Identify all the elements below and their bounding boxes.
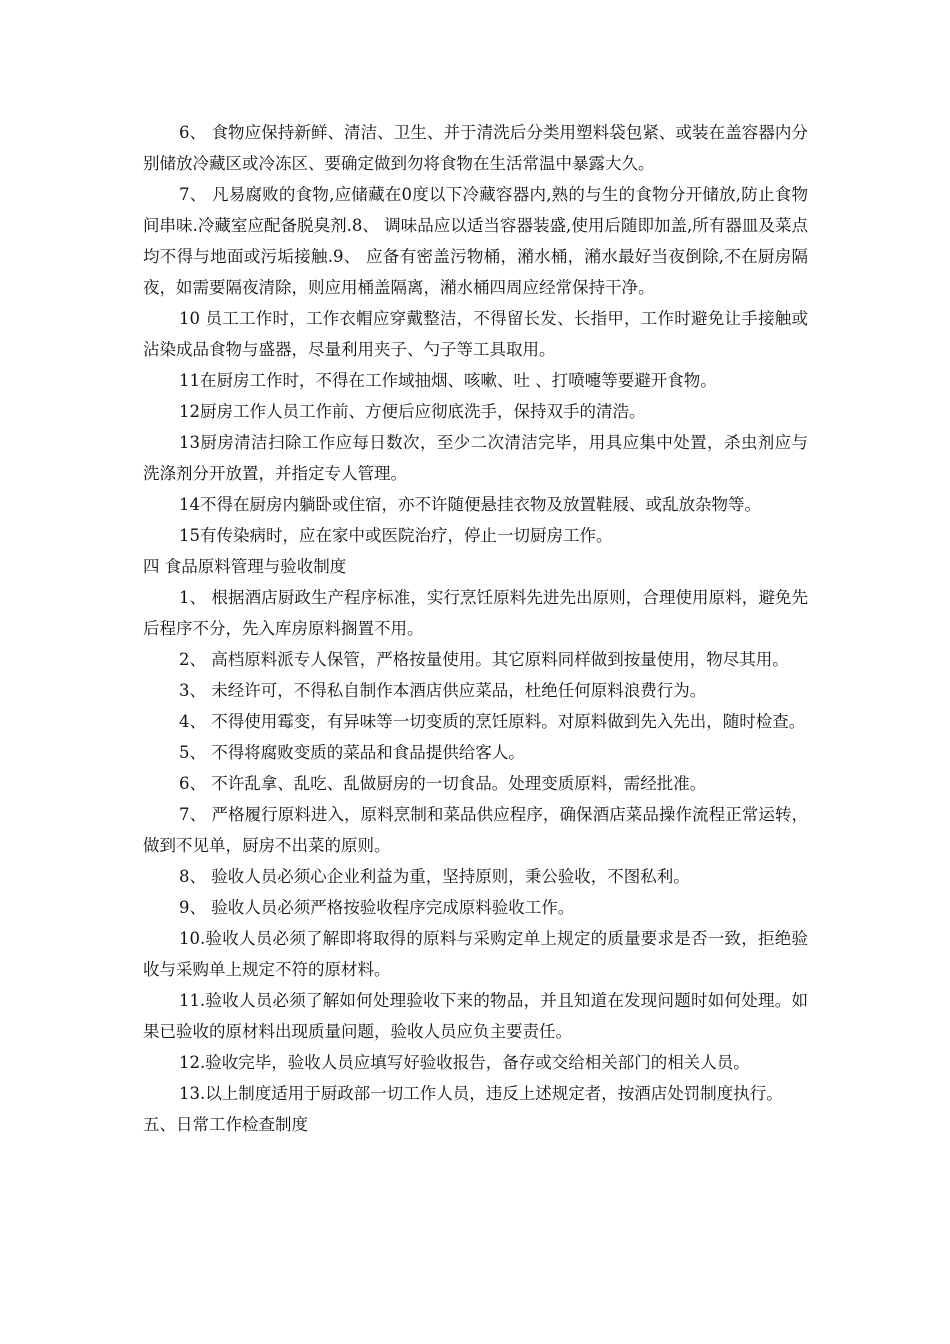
section-heading: 四 食品原料管理与验收制度 <box>143 557 347 576</box>
paragraph: 7、 凡易腐败的食物,应储藏在0度以下冷藏容器内,熟的与生的食物分开储放,防止食物间串味.冷藏室应配备脱臭剂.8、 调味品应以适当容器装盛,使用后随即加盖,所有器皿及菜点均不得与地面或污垢接触.9、 应备有密盖污物桶，潲水桶，潲水最好当夜倒除,不在厨房隔夜，如需要隔夜清除，则应用桶盖隔离，潲水桶四周应经常保持干净。 <box>143 185 808 297</box>
paragraph: 7、 严格履行原料进入，原料烹制和菜品供应程序，确保酒店菜品操作流程正常运转，做到不见单，厨房不出菜的原则。 <box>143 805 808 855</box>
paragraph: 14不得在厨房内躺卧或住宿，亦不许随便悬挂衣物及放置鞋屐、或乱放杂物等。 <box>179 495 761 514</box>
paragraph: 10 员工工作时，工作衣帽应穿戴整洁，不得留长发、长指甲，工作时避免让手接触或沾染成品食物与盛器，尽量利用夹子、勺子等工具取用。 <box>143 309 808 359</box>
paragraph: 13厨房清洁扫除工作应每日数次，至少二次清洁完毕，用具应集中处置，杀虫剂应与洗涤剂分开放置，并指定专人管理。 <box>143 433 808 483</box>
paragraph: 2、 高档原料派专人保管，严格按量使用。其它原料同样做到按量使用，物尽其用。 <box>179 650 789 669</box>
paragraph: 12.验收完毕，验收人员应填写好验收报告，备存或交给相关部门的相关人员。 <box>179 1053 750 1072</box>
paragraph: 6、 不许乱拿、乱吃、乱做厨房的一切食品。处理变质原料，需经批准。 <box>179 774 707 793</box>
paragraph: 9、 验收人员必须严格按验收程序完成原料验收工作。 <box>179 898 575 917</box>
paragraph: 8、 验收人员必须心企业利益为重，坚持原则，秉公验收，不图私利。 <box>179 867 690 886</box>
paragraph: 1、 根据酒店厨政生产程序标准，实行烹饪原料先进先出原则，合理使用原料，避免先后程序不分，先入库房原料搁置不用。 <box>143 588 808 638</box>
paragraph: 6、 食物应保持新鲜、清洁、卫生、并于清洗后分类用塑料袋包紧、或装在盖容器内分别储放冷藏区或冷冻区、要确定做到勿将食物在生活常温中暴露大久。 <box>143 123 808 173</box>
paragraph: 15有传染病时，应在家中或医院治疗，停止一切厨房工作。 <box>179 526 613 545</box>
paragraph: 3、 未经许可，不得私自制作本酒店供应菜品，杜绝任何原料浪费行为。 <box>179 681 707 700</box>
paragraph: 11.验收人员必须了解如何处理验收下来的物品，并且知道在发现问题时如何处理。如果已验收的原材料出现质量问题，验收人员应负主要责任。 <box>143 991 808 1041</box>
section-heading: 五、日常工作检查制度 <box>143 1115 308 1134</box>
paragraph: 10.验收人员必须了解即将取得的原料与采购定单上规定的质量要求是否一致，拒绝验收与采购单上规定不符的原材料。 <box>143 929 808 979</box>
paragraph: 4、 不得使用霉变，有异味等一切变质的烹饪原料。对原料做到先入先出，随时检查。 <box>179 712 806 731</box>
document-body <box>143 117 808 1140</box>
paragraph: 12厨房工作人员工作前、方便后应彻底洗手，保持双手的清浩。 <box>179 402 646 421</box>
paragraph: 13.以上制度适用于厨政部一切工作人员，违反上述规定者，按酒店处罚制度执行。 <box>179 1084 783 1103</box>
paragraph: 11在厨房工作时，不得在工作域抽烟、咳嗽、吐 、打喷嚏等要避开食物。 <box>179 371 717 390</box>
paragraph: 5、 不得将腐败变质的菜品和食品提供给客人。 <box>179 743 525 762</box>
